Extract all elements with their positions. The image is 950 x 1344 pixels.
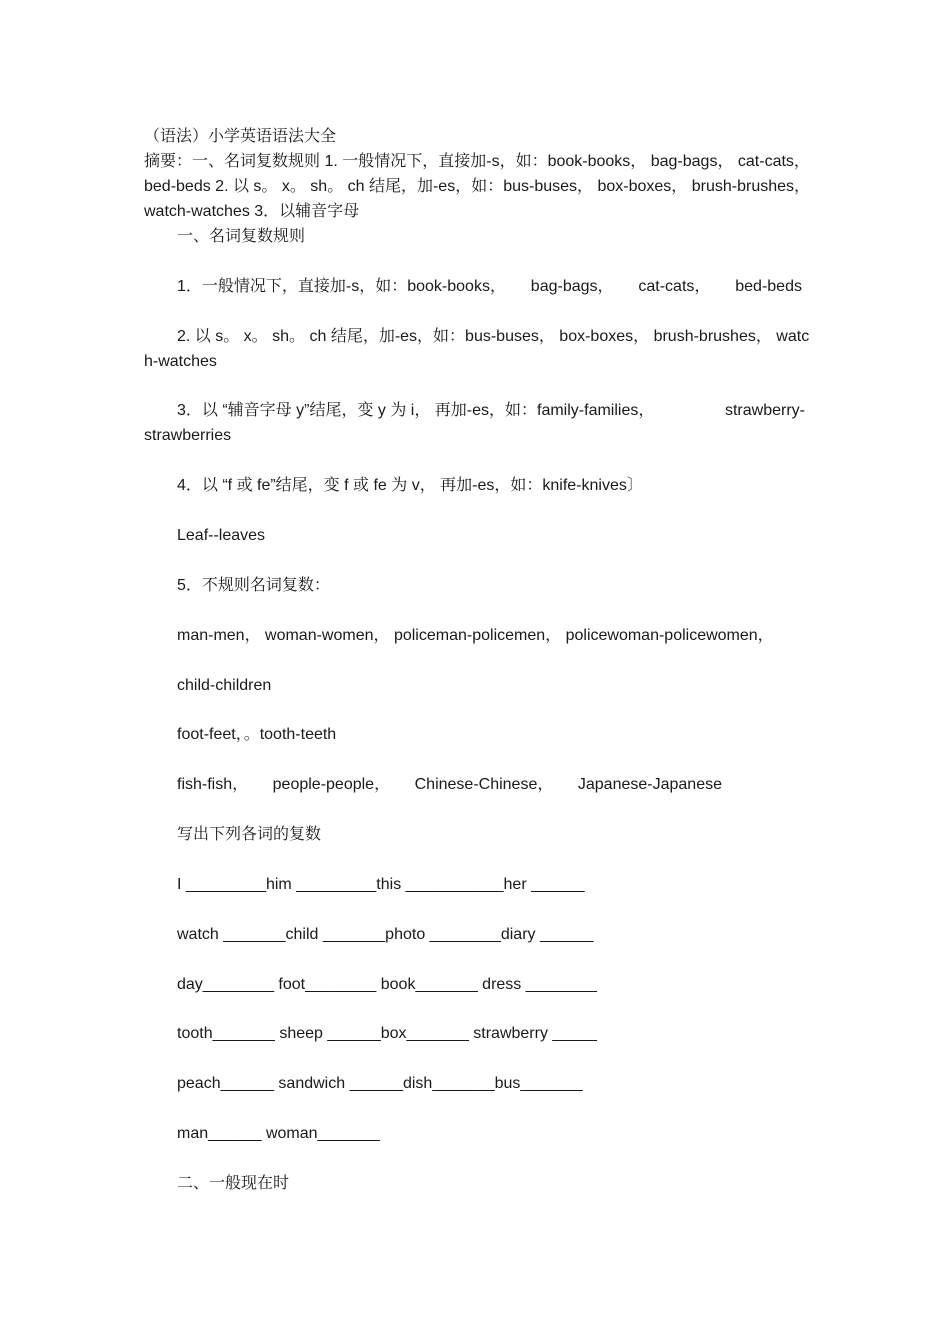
rule5-line-3: foot-feet，。tooth-teeth bbox=[177, 726, 337, 743]
rule5-line-4 bbox=[177, 772, 722, 797]
exercise-row: man______ woman_______ bbox=[177, 1125, 380, 1142]
rule3-continuation: strawberry- bbox=[724, 402, 805, 419]
exercise-row: I _________him _________this ___________her ______ bbox=[177, 876, 585, 893]
exercise-row: peach______ sandwich ______dish_______bus_______ bbox=[177, 1075, 583, 1092]
rule2-line-1: 2. 以 s。 x。 sh。 ch 结尾，加-es，如：bus-buses， box-boxes， brush-brushes， watc bbox=[177, 328, 810, 345]
rule4-line: 4．以 “f 或 fe”结尾，变 f 或 fe 为 v， 再加-es，如：knife-knives〕 bbox=[177, 477, 643, 494]
rule5-line-2: child-children bbox=[177, 677, 272, 694]
rule1-item: bed-beds bbox=[735, 278, 802, 295]
section2-heading: 二、一般现在时 bbox=[177, 1175, 290, 1192]
rule2-line-2: h-watches bbox=[144, 353, 217, 370]
summary-line-3: watch-watches 3．以辅音字母 bbox=[144, 203, 360, 220]
irregular-item: Japanese-Japanese bbox=[577, 776, 722, 793]
rule1-line bbox=[177, 274, 802, 299]
irregular-item: Chinese-Chinese， bbox=[414, 776, 554, 793]
exercise-heading: 写出下列各词的复数 bbox=[177, 826, 322, 843]
rule1-lead: 1．一般情况下，直接加-s，如：book-books， bbox=[177, 278, 506, 295]
rule1-item: cat-cats， bbox=[638, 278, 711, 295]
rule3-text: 3．以 “辅音字母 y”结尾，变 y 为 i， 再加-es，如：family-families， bbox=[177, 402, 655, 419]
exercise-row: watch _______child _______photo ________diary ______ bbox=[177, 926, 594, 943]
rule3-line-2: strawberries bbox=[144, 427, 232, 444]
document-title: （语法）小学英语语法大全 bbox=[144, 128, 337, 145]
rule5-heading: 5．不规则名词复数： bbox=[177, 577, 330, 594]
exercise-row: day________ foot________ book_______ dress ________ bbox=[177, 976, 597, 993]
irregular-item: people-people， bbox=[272, 776, 391, 793]
summary-line-2: bed-beds 2. 以 s。 x。 sh。 ch 结尾，加-es，如：bus-buses， box-boxes， brush-brushes， bbox=[144, 178, 811, 195]
section1-heading: 一、名词复数规则 bbox=[177, 228, 306, 245]
summary-line-1: 摘要：一、名词复数规则 1. 一般情况下，直接加-s，如：book-books， bag-bags， cat-cats， bbox=[144, 153, 810, 170]
rule3-line-1 bbox=[177, 398, 805, 423]
rule1-item: bag-bags， bbox=[530, 278, 614, 295]
rule5-line-1: man-men， woman-women， policeman-policemen， policewoman-policewomen， bbox=[177, 627, 774, 644]
irregular-item: fish-fish， bbox=[177, 776, 249, 793]
exercise-row: tooth_______ sheep ______box_______ strawberry _____ bbox=[177, 1025, 597, 1042]
rule4-example: Leaf--leaves bbox=[177, 527, 266, 544]
